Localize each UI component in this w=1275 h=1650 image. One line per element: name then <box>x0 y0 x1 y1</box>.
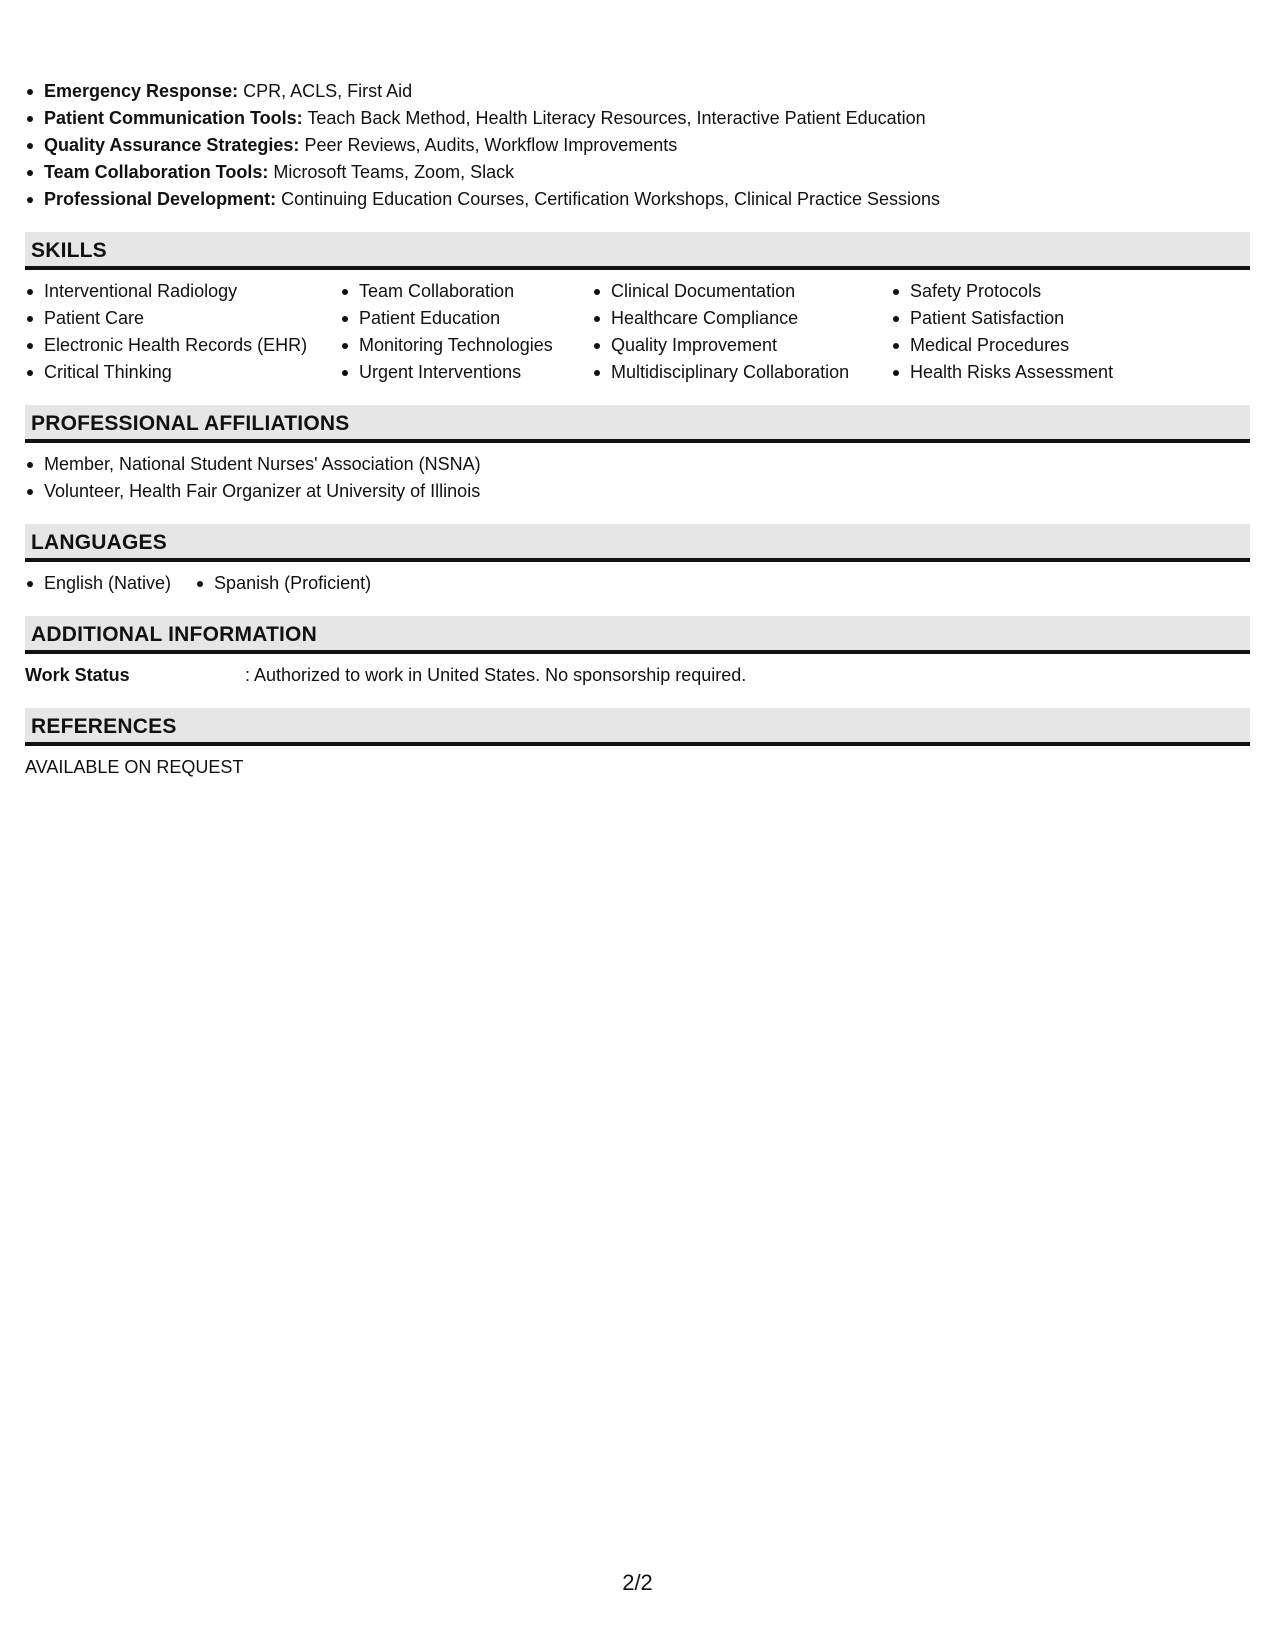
affiliation-item: Member, National Student Nurses' Association (NSNA) <box>25 451 1250 478</box>
skill-item: Critical Thinking <box>25 359 340 386</box>
skills-column <box>25 278 340 386</box>
section-title: REFERENCES <box>31 715 177 738</box>
skill-item: Patient Care <box>25 305 340 332</box>
skill-item: Clinical Documentation <box>592 278 891 305</box>
section-title: LANGUAGES <box>31 531 167 554</box>
section-title: PROFESSIONAL AFFILIATIONS <box>31 412 350 435</box>
tool-value: Continuing Education Courses, Certification Workshops, Clinical Practice Sessions <box>281 189 941 209</box>
list-item <box>25 186 1250 213</box>
skill-item: Electronic Health Records (EHR) <box>25 332 340 359</box>
languages-list <box>25 570 1250 597</box>
section-title: ADDITIONAL INFORMATION <box>31 623 317 646</box>
tool-value: CPR, ACLS, First Aid <box>243 81 413 101</box>
list-item <box>25 132 1250 159</box>
skills-section-header <box>25 232 1250 270</box>
affiliations-list <box>25 451 1250 505</box>
tool-label: Professional Development: <box>44 189 277 209</box>
tool-label: Team Collaboration Tools: <box>44 162 269 182</box>
skill-item: Patient Education <box>340 305 592 332</box>
skill-item: Urgent Interventions <box>340 359 592 386</box>
skills-column <box>592 278 891 386</box>
languages-section-header <box>25 524 1250 562</box>
list-item <box>25 105 1250 132</box>
affiliations-section-header <box>25 405 1250 443</box>
skill-item: Medical Procedures <box>891 332 1191 359</box>
tool-label: Quality Assurance Strategies: <box>44 135 300 155</box>
skill-item: Multidisciplinary Collaboration <box>592 359 891 386</box>
skill-item: Patient Satisfaction <box>891 305 1191 332</box>
list-item <box>25 159 1250 186</box>
skills-grid <box>25 278 1250 386</box>
language-item: Spanish (Proficient) <box>195 570 371 597</box>
work-status-label: Work Status <box>25 665 130 685</box>
skill-item: Team Collaboration <box>340 278 592 305</box>
skill-item: Quality Improvement <box>592 332 891 359</box>
skill-item: Safety Protocols <box>891 278 1191 305</box>
skill-item: Healthcare Compliance <box>592 305 891 332</box>
tool-value: Peer Reviews, Audits, Workflow Improvements <box>304 135 678 155</box>
skill-item: Interventional Radiology <box>25 278 340 305</box>
references-text: AVAILABLE ON REQUEST <box>25 757 244 777</box>
page-number: 2/2 <box>622 1570 653 1595</box>
tool-label: Emergency Response: <box>44 81 239 101</box>
tool-value: Teach Back Method, Health Literacy Resources, Interactive Patient Education <box>307 108 926 128</box>
references-section-header <box>25 708 1250 746</box>
work-status-value: : Authorized to work in United States. No sponsorship required. <box>245 665 747 685</box>
resume-page <box>25 78 1250 781</box>
additional-info-section-header <box>25 616 1250 654</box>
tools-list <box>25 78 1250 213</box>
section-title: SKILLS <box>31 239 107 262</box>
tool-value: Microsoft Teams, Zoom, Slack <box>273 162 515 182</box>
affiliation-item: Volunteer, Health Fair Organizer at University of Illinois <box>25 478 1250 505</box>
list-item <box>25 78 1250 105</box>
skill-item: Health Risks Assessment <box>891 359 1191 386</box>
skills-column <box>340 278 592 386</box>
work-status-row <box>25 662 1250 689</box>
skills-column <box>891 278 1191 386</box>
language-item: English (Native) <box>25 570 171 597</box>
skill-item: Monitoring Technologies <box>340 332 592 359</box>
tool-label: Patient Communication Tools: <box>44 108 303 128</box>
